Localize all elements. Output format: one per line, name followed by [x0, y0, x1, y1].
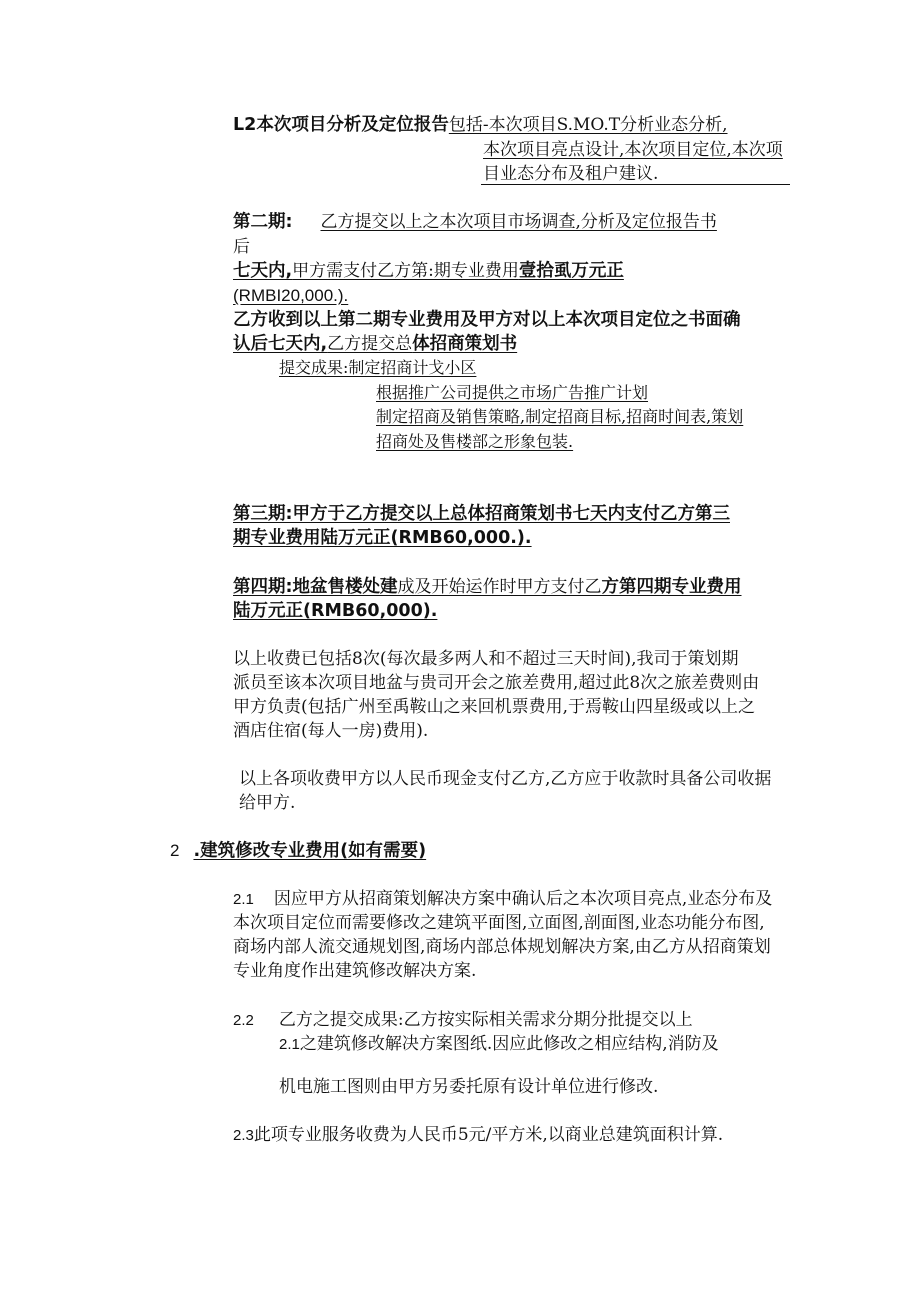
p23-line: [233, 1124, 723, 1147]
p21-num: 2.1: [233, 891, 254, 908]
item-l2-tail: 包括-本次项目S.MO.T分析业态分析,: [448, 115, 728, 135]
p21-line4: 专业角度作出建筑修改解决方案.: [233, 961, 477, 981]
phase2-deliverable-1: 根据推广公司提供之市场广告推广计划: [376, 383, 649, 402]
phase2-line2: 后: [233, 237, 250, 257]
phase2-deliverable-3: 招商处及售楼部之形象包装.: [376, 432, 574, 451]
p21-line1: [233, 888, 772, 911]
p21-line3: 商场内部人流交通规划图,商场内部总体规划解决方案,由乙方从招商策划: [233, 937, 771, 957]
phase2-line3-mid: 甲方需支付乙方第:期专业费用: [292, 261, 519, 281]
section2-heading: [170, 840, 426, 862]
phase2-line1: [233, 211, 717, 233]
p23-text: 此项专业服务收费为人民币5元/平方米,以商业总建筑面积计算.: [253, 1125, 724, 1145]
phase2-line6-mid: 乙方提交总: [327, 334, 413, 354]
payment-note-line2: 给甲方.: [239, 793, 296, 813]
phase2-line6: [233, 333, 517, 355]
phase4-line1: [233, 576, 742, 598]
fees-note-line3: 甲方负责(包括广州至禹鞍山之来回机票费用,于焉鞍山四星级或以上之: [233, 697, 756, 717]
section2-title: .建筑修改专业费用(如有需要): [193, 841, 427, 861]
fees-note-line1: 以上收费已包括8次(每次最多两人和不超过三天时间),我司于策划期: [233, 649, 739, 669]
p22-line2-num: 2.1: [279, 1036, 300, 1053]
phase4-line1-mid: 成及开始运作时甲方支付乙: [397, 577, 602, 597]
item-l2-line3: 目业态分布及租户建议.: [483, 164, 659, 184]
phase3-line1: 第三期:甲方于乙方提交以上总体招商策划书七天内支付乙方第三: [233, 504, 730, 524]
phase2-line3: [233, 260, 624, 282]
section2-number: 2: [170, 841, 180, 860]
item-l2-line2: 本次项目亮点设计,本次项目定位,本次项: [483, 140, 783, 160]
p21-line2: 本次项目定位而需要修改之建筑平面图,立面图,剖面图,业态功能分布图,: [233, 913, 765, 933]
phase4-line1-bold2: 方第四期专业费用: [601, 577, 742, 597]
item-l2-line1: [233, 114, 728, 136]
item-l2-underline: [481, 184, 790, 185]
p22-line1-text: 乙方之提交成果:乙方按实际相关需求分期分批提交以上: [278, 1010, 693, 1030]
phase2-deliverable-2: 制定招商及销售策略,制定招商目标,招商时间表,策划: [376, 407, 744, 426]
p22-line2: [279, 1033, 719, 1056]
phase2-line5: 乙方收到以上第二期专业费用及甲方对以上本次项目定位之书面确: [233, 310, 741, 330]
phase4-line1-bold1: 第四期:地盆售楼处建: [233, 577, 398, 597]
phase2-title: 第二期:: [233, 212, 293, 232]
phase2-deliverable-label: 提交成果:制定招商计戈小区: [279, 358, 477, 377]
phase2-line6-bold1: 认后七天内,: [233, 334, 328, 354]
item-l2-head: L2本次项目分析及定位报告: [233, 115, 449, 135]
phase4-line2: 陆万元正(RMB60,000).: [233, 601, 438, 621]
p22-line2-text: 之建筑修改解决方案图纸.因应此修改之相应结构,消防及: [299, 1034, 719, 1054]
p22-line3: 机电施工图则由甲方另委托原有设计单位进行修改.: [279, 1077, 659, 1097]
p22-num: 2.2: [233, 1012, 254, 1029]
phase2-line4: (RMBI20,000.).: [233, 286, 349, 305]
payment-note-line1: 以上各项收费甲方以人民币现金支付乙方,乙方应于收款时具备公司收据: [239, 769, 772, 789]
phase2-line3-bold2: 壹拾虱万元正: [518, 261, 624, 281]
fees-note-line4: 酒店住宿(每人一房)费用).: [233, 721, 429, 741]
p23-num: 2.3: [233, 1127, 254, 1144]
phase2-line3-bold1: 七天内,: [233, 261, 293, 281]
fees-note-line2: 派员至该本次项目地盆与贵司开会之旅差费用,超过此8次之旅差费则由: [233, 673, 760, 693]
phase3-line2: 期专业费用陆万元正(RMB60,000.).: [233, 528, 532, 548]
phase2-line6-bold2: 体招商策划书: [412, 334, 518, 354]
p21-line1-text: 因应甲方从招商策划解决方案中确认后之本次项目亮点,业态分布及: [273, 889, 773, 909]
p22-line1: [233, 1009, 693, 1032]
phase2-line1-text: 乙方提交以上之本次项目市场调查,分析及定位报告书: [320, 212, 717, 232]
